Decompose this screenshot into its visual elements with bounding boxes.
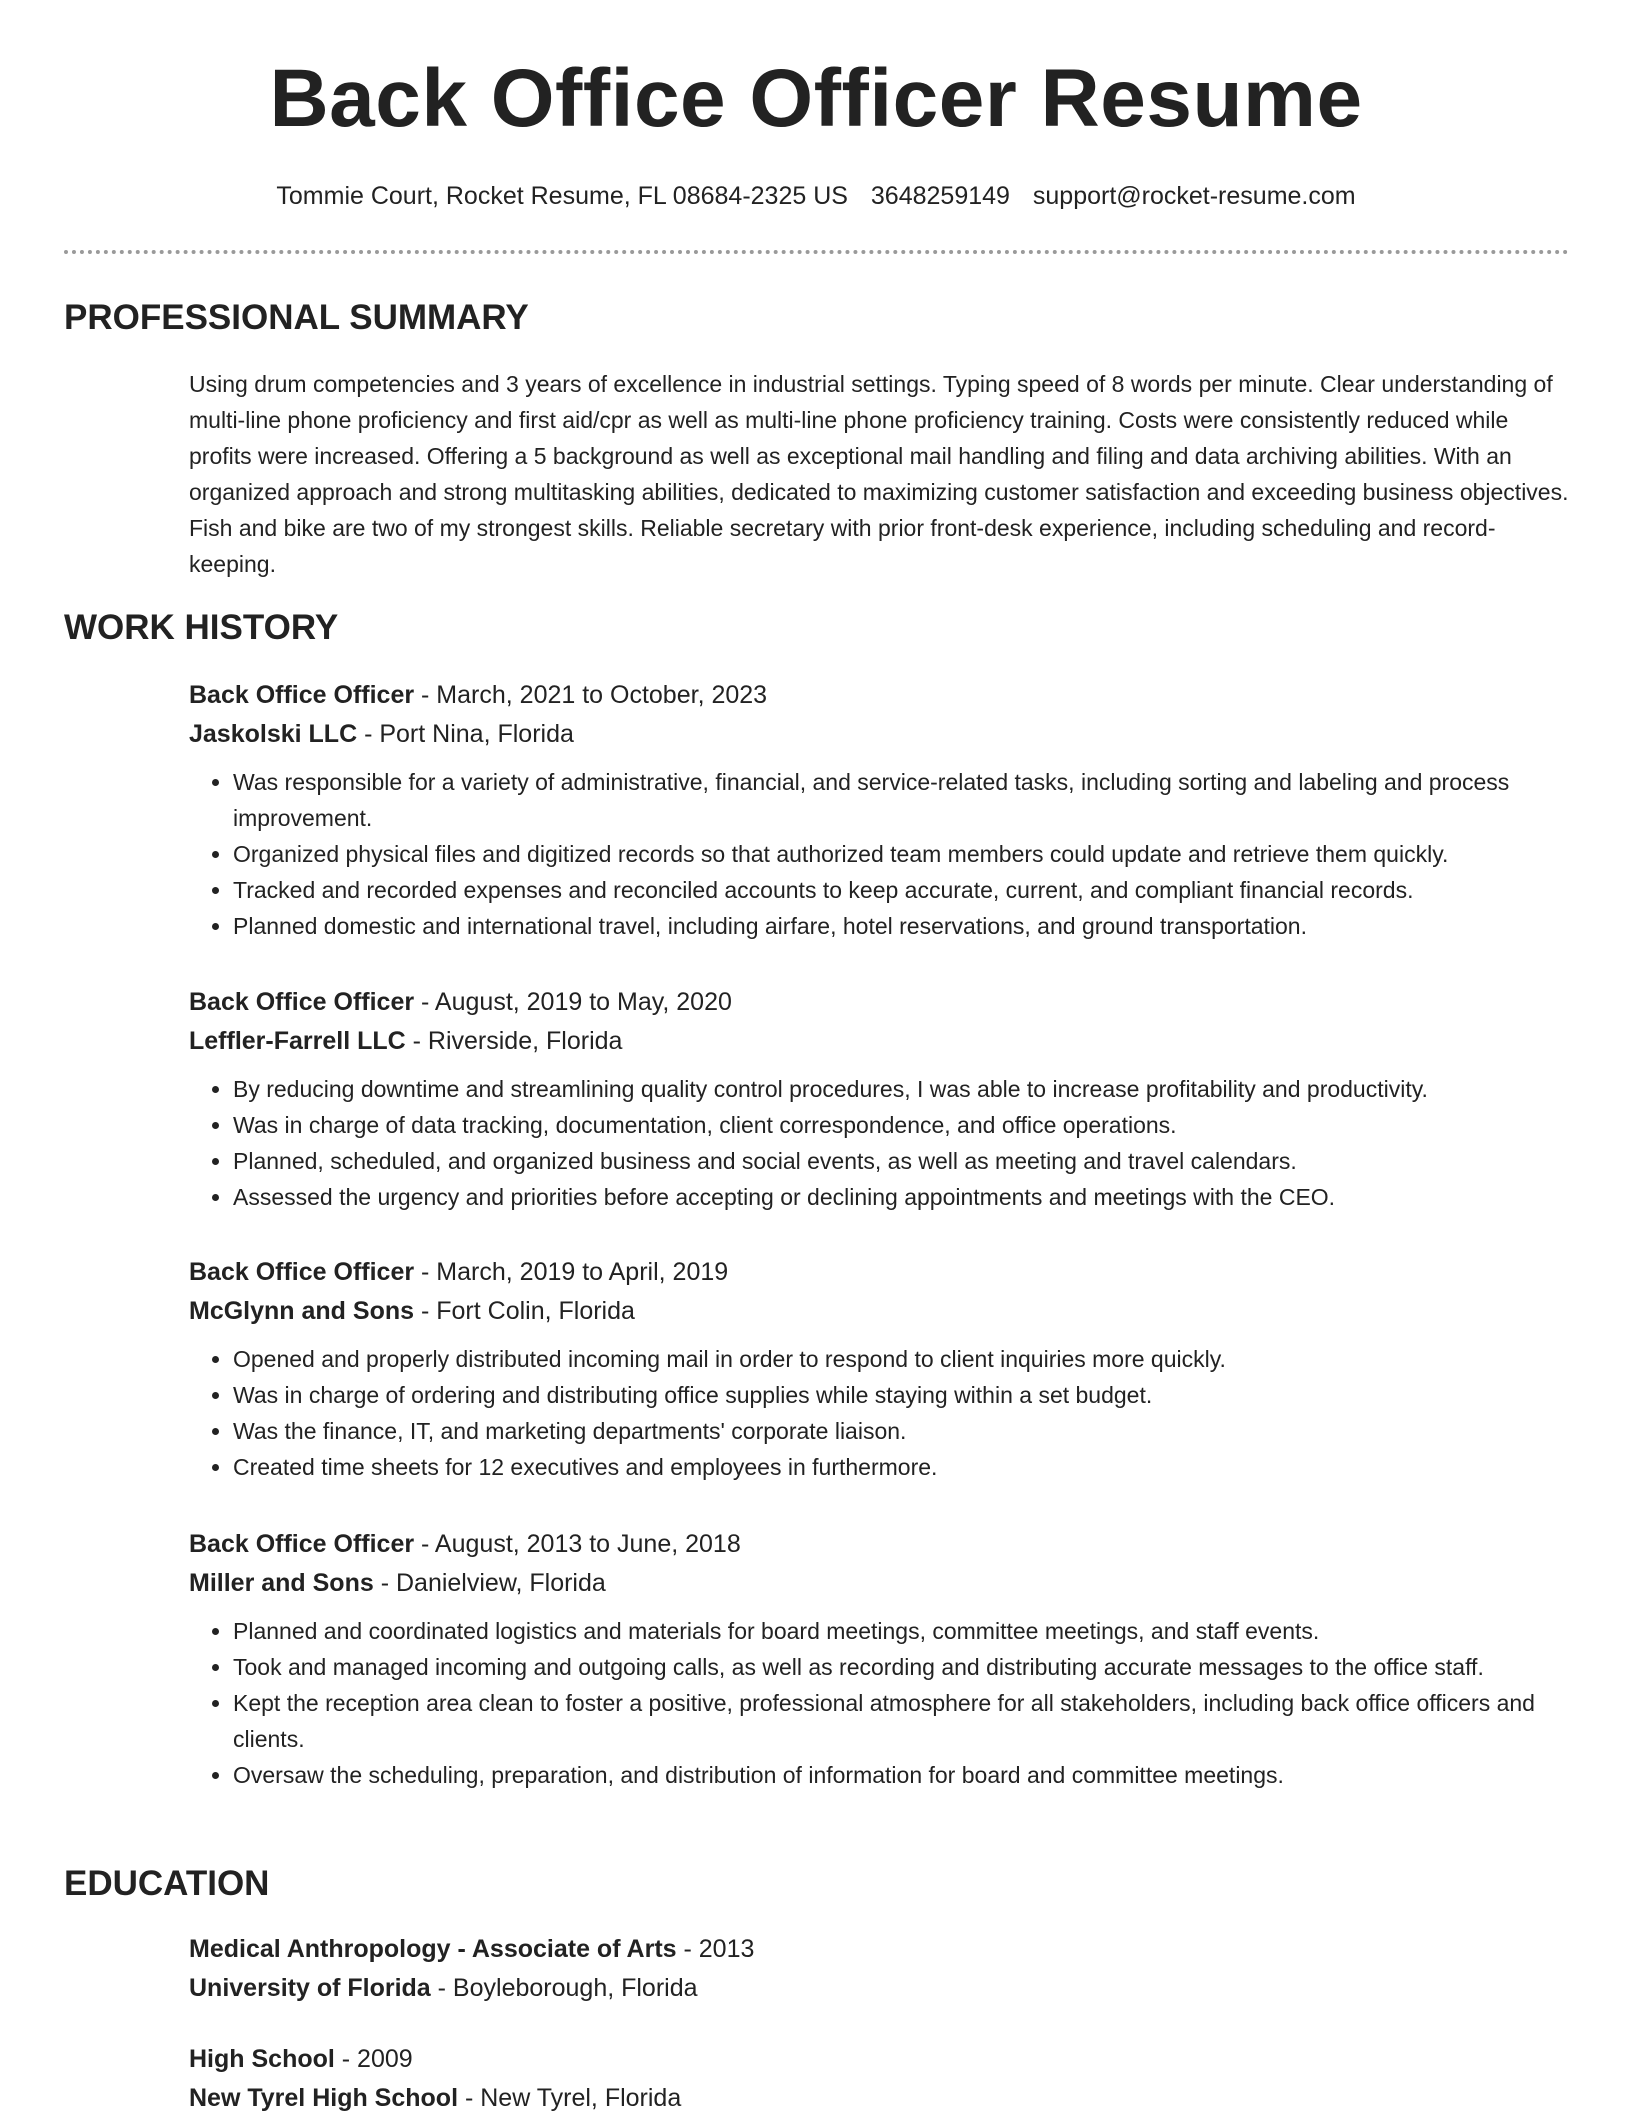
bullet-item: • Tracked and recorded expenses and reconciled accounts to keep accurate, current, and compliant financial records. (233, 872, 1579, 908)
bullet-item: • Assessed the urgency and priorities before accepting or declining appointments and meetings with the CEO. (233, 1179, 1579, 1215)
education-location: - New Tyrel, Florida (458, 2084, 682, 2112)
education-entry (189, 1930, 1579, 2008)
resume-title: Back Office Officer Resume (269, 53, 1363, 144)
job-role: Back Office Officer (189, 988, 415, 1016)
contact-phone: 3648259149 (870, 182, 1010, 210)
job-company: Leffler-Farrell LLC (189, 1027, 406, 1055)
job-company-line (189, 1564, 1579, 1603)
job-bullets (189, 1071, 1579, 1215)
summary-text: Using drum competencies and 3 years of excellence in industrial settings. Typing speed of 8 words per minute. Clear understanding of multi-line phone proficiency and first aid/cpr as well as multi-line phone proficiency training. Costs were consistently reduced while profits were increased. Offering a 5 background as well as exceptional mail handling and filing and data archiving abilities. With an organized approach and strong multitasking abilities, dedicated to maximizing customer satisfaction and exceeding business objectives. Fish and bike are two of my strongest skills. Reliable secretary with prior front-desk experience, including scheduling and record-keeping. (189, 371, 1569, 577)
job-entry (189, 1525, 1579, 1793)
job-title-line (189, 1525, 1579, 1564)
job-company: McGlynn and Sons (189, 1297, 415, 1325)
job-company-line (189, 1022, 1579, 1061)
bullet-item: • Took and managed incoming and outgoing calls, as well as recording and distributing accurate messages to the office staff. (233, 1649, 1579, 1685)
bullet-item: • Was the finance, IT, and marketing departments' corporate liaison. (233, 1413, 1579, 1449)
job-dates: - August, 2013 to June, 2018 (414, 1530, 741, 1558)
bullet-item: • Was in charge of data tracking, documentation, client correspondence, and office operations. (233, 1107, 1579, 1143)
job-title-line (189, 676, 1579, 715)
bullet-item: • By reducing downtime and streamlining quality control procedures, I was able to increase profitability and productivity. (233, 1071, 1579, 1107)
bullet-item: • Was responsible for a variety of administrative, financial, and service-related tasks, including sorting and labeling and process improvement. (233, 764, 1579, 836)
job-entry (189, 983, 1579, 1215)
education-school-line (189, 1969, 1579, 2008)
education-location: - Boyleborough, Florida (430, 1974, 698, 2002)
bullet-item: • Planned and coordinated logistics and materials for board meetings, committee meetings, and staff events. (233, 1613, 1579, 1649)
bullet-item: • Was in charge of ordering and distributing office supplies while staying within a set budget. (233, 1377, 1579, 1413)
job-company-line (189, 1292, 1579, 1331)
education-year: - 2013 (676, 1935, 755, 1963)
job-bullets (189, 1613, 1579, 1793)
job-dates: - August, 2019 to May, 2020 (414, 988, 732, 1016)
job-role: Back Office Officer (189, 1258, 415, 1286)
job-company: Jaskolski LLC (189, 720, 358, 748)
bullet-item: • Opened and properly distributed incoming mail in order to respond to client inquiries more quickly. (233, 1341, 1579, 1377)
education-degree-line (189, 2040, 1579, 2079)
education-school: New Tyrel High School (189, 2084, 459, 2112)
job-role: Back Office Officer (189, 1530, 415, 1558)
education-entry (189, 2040, 1579, 2118)
summary-heading: PROFESSIONAL SUMMARY (64, 298, 529, 337)
job-company-line (189, 715, 1579, 754)
job-location: - Fort Colin, Florida (414, 1297, 635, 1325)
job-entry (189, 1253, 1579, 1485)
education-heading: EDUCATION (64, 1864, 270, 1903)
job-dates: - March, 2021 to October, 2023 (414, 681, 768, 709)
education-degree: Medical Anthropology - Associate of Arts (189, 1935, 677, 1963)
job-bullets (189, 1341, 1579, 1485)
education-degree: High School (189, 2045, 335, 2073)
bullet-item: • Kept the reception area clean to foster a positive, professional atmosphere for all stakeholders, including back office officers and clients. (233, 1685, 1579, 1757)
bullet-item: • Planned, scheduled, and organized business and social events, as well as meeting and travel calendars. (233, 1143, 1579, 1179)
bullet-item: • Planned domestic and international travel, including airfare, hotel reservations, and ground transportation. (233, 908, 1579, 944)
job-dates: - March, 2019 to April, 2019 (414, 1258, 729, 1286)
job-location: - Port Nina, Florida (357, 720, 574, 748)
bullet-item: • Organized physical files and digitized records so that authorized team members could update and retrieve them quickly. (233, 836, 1579, 872)
job-role: Back Office Officer (189, 681, 415, 709)
education-school: University of Florida (189, 1974, 431, 2002)
job-company: Miller and Sons (189, 1569, 374, 1597)
job-title-line (189, 983, 1579, 1022)
job-location: - Danielview, Florida (373, 1569, 606, 1597)
education-school-line (189, 2079, 1579, 2118)
header-divider (64, 250, 1569, 254)
bullet-item: • Created time sheets for 12 executives and employees in furthermore. (233, 1449, 1579, 1485)
job-entry (189, 676, 1579, 944)
contact-email: support@rocket-resume.com (1032, 182, 1356, 210)
bullet-item: • Oversaw the scheduling, preparation, and distribution of information for board and committee meetings. (233, 1757, 1579, 1793)
contact-line (0, 182, 1632, 211)
job-location: - Riverside, Florida (405, 1027, 623, 1055)
education-year: - 2009 (334, 2045, 413, 2073)
job-title-line (189, 1253, 1579, 1292)
education-degree-line (189, 1930, 1579, 1969)
work-history-heading: WORK HISTORY (64, 608, 339, 647)
contact-address: Tommie Court, Rocket Resume, FL 08684-2325 US (276, 182, 848, 210)
job-bullets (189, 764, 1579, 944)
